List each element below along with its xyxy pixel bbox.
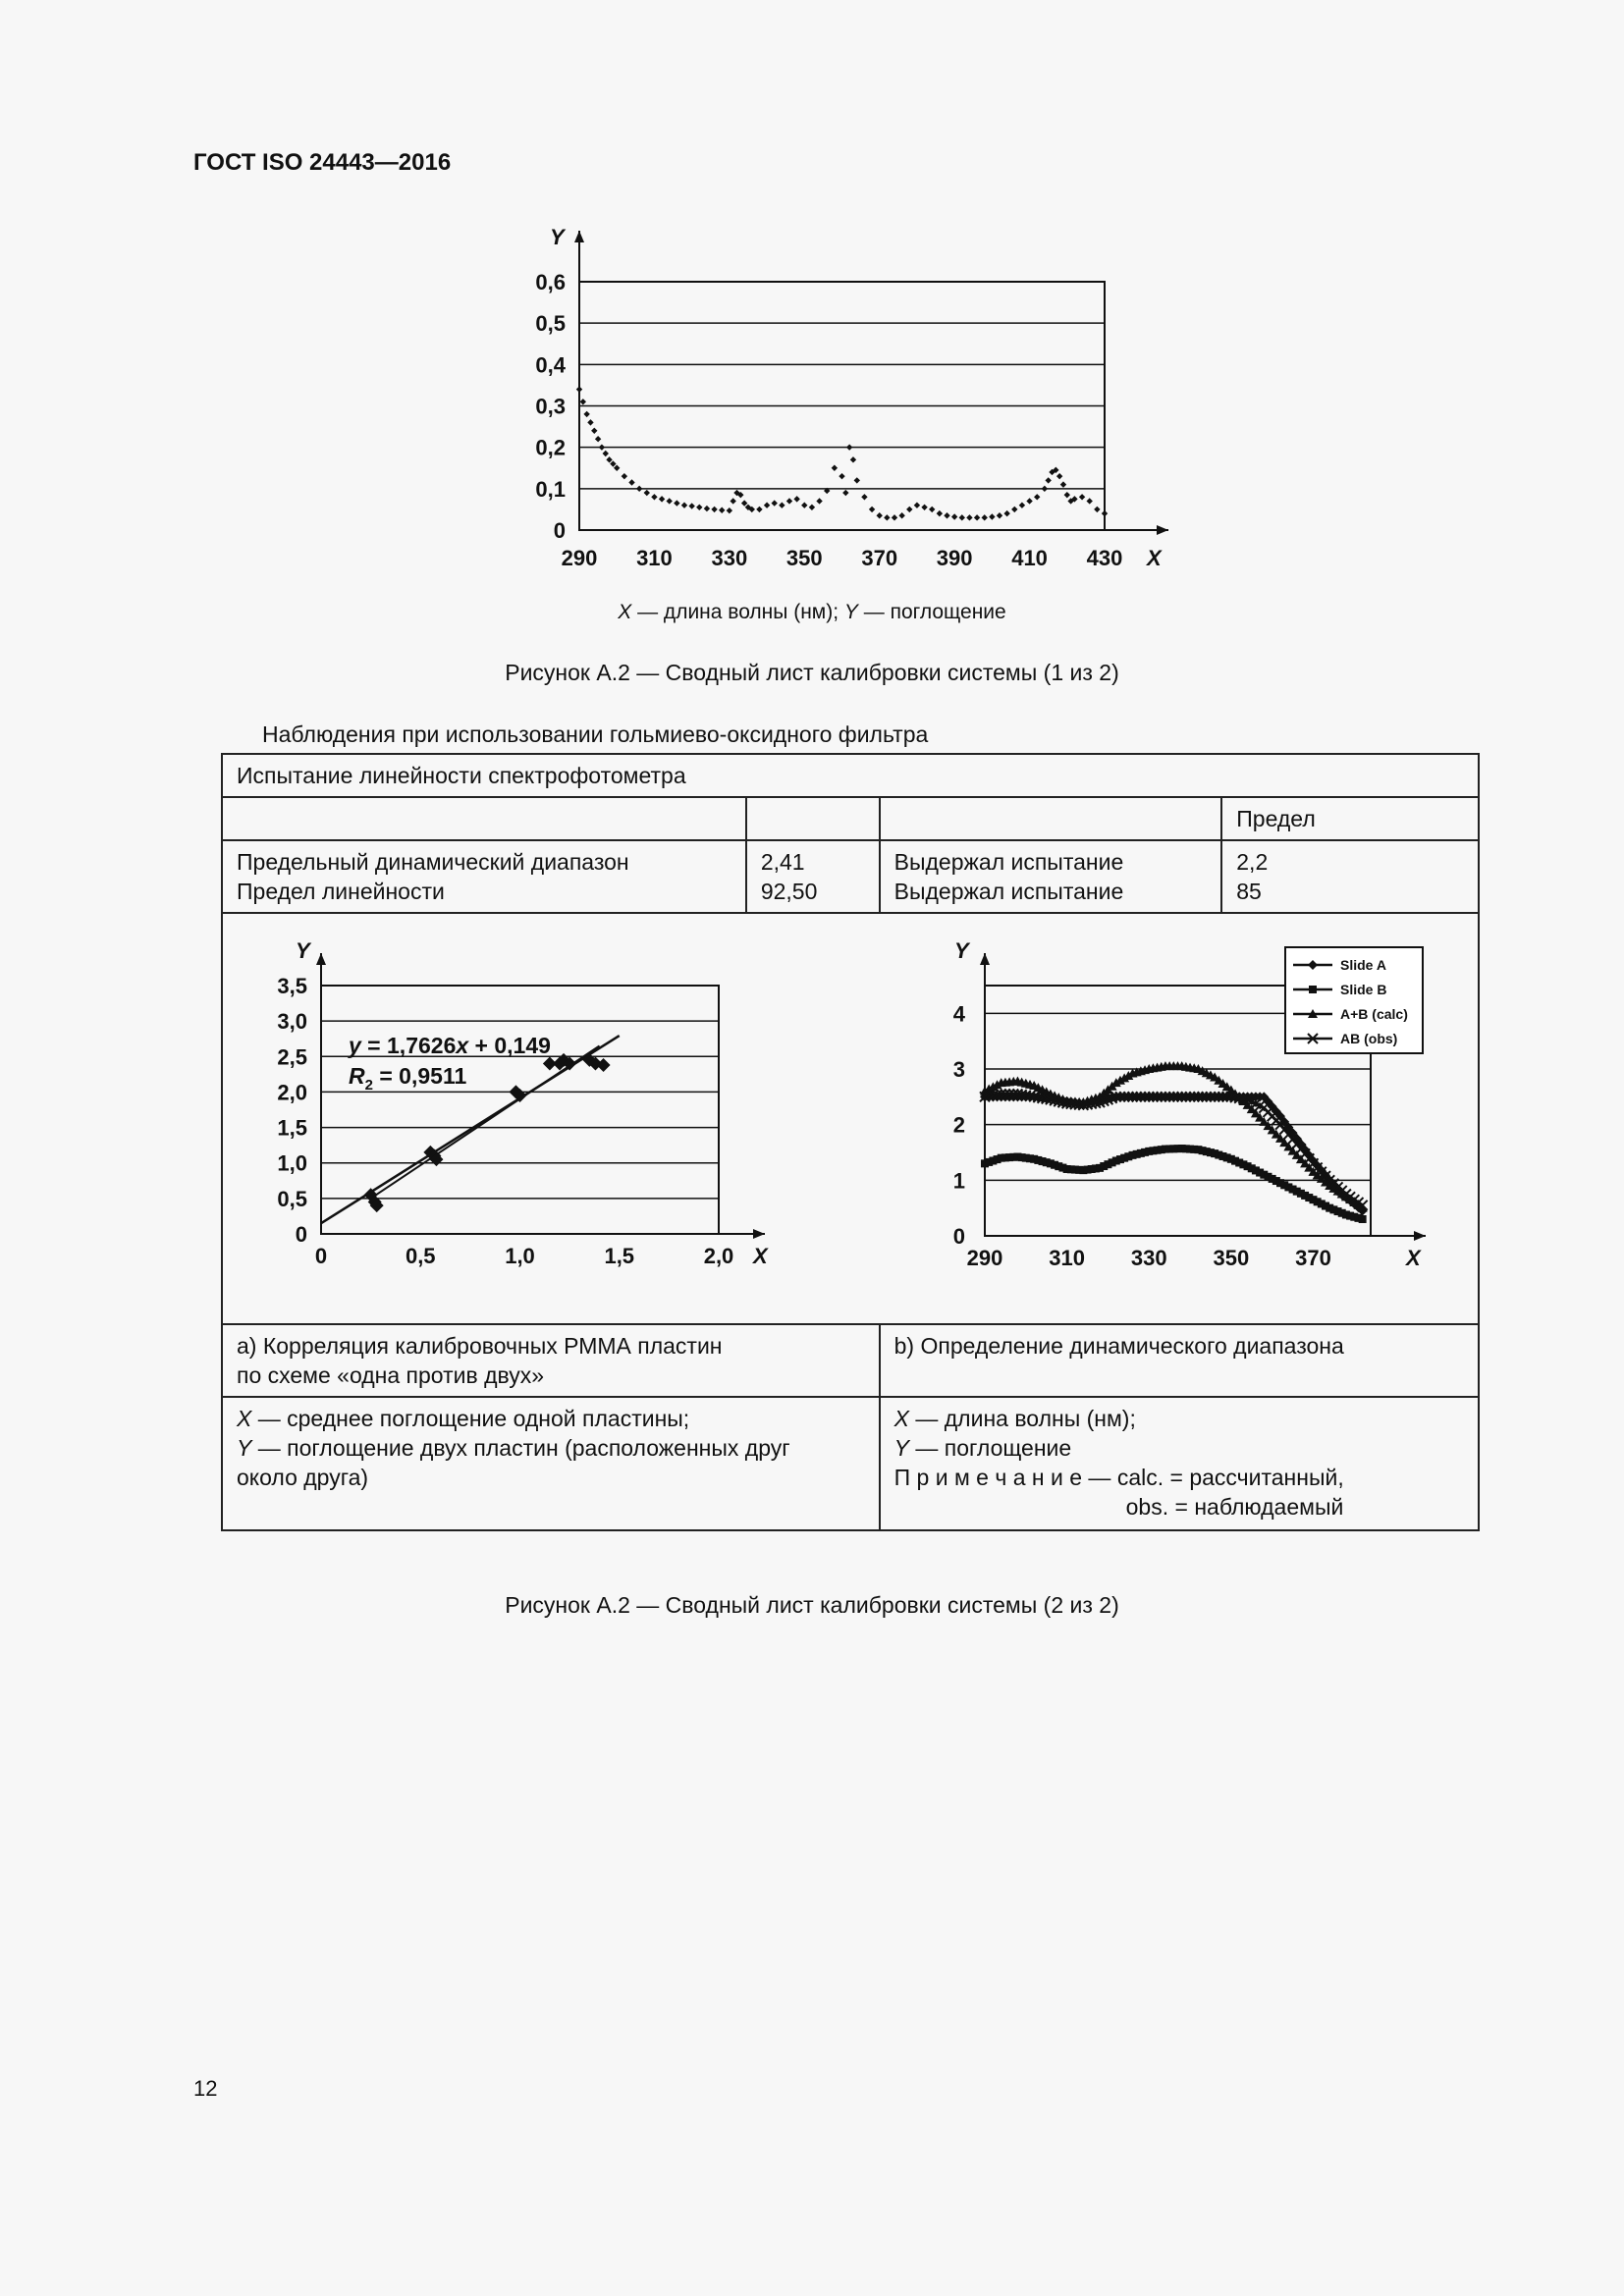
x-axis-arrow <box>753 1229 765 1239</box>
observations-title: Наблюдения при использовании гольмиево-оксидного фильтра <box>262 721 929 747</box>
data-point <box>704 506 710 511</box>
r2-sub: 2 <box>364 1077 373 1094</box>
data-point <box>599 444 605 450</box>
data-point <box>719 507 725 513</box>
y-tick-label: 0,5 <box>277 1186 307 1211</box>
row-limits <box>1221 840 1479 913</box>
row-result: Выдержал испытание <box>893 879 1124 904</box>
data-point <box>944 512 949 518</box>
legend-b-cell: X — длина волны (нм); Y — поглощение П р и м е ч а н и е — calc. = рассчитанный, obs. = наблюдаемый <box>880 1397 1479 1530</box>
data-point <box>884 514 890 520</box>
data-point <box>674 500 679 506</box>
data-point <box>989 513 995 519</box>
data-point <box>816 498 822 504</box>
data-point <box>595 436 601 442</box>
x-tick-label: 310 <box>1049 1246 1085 1270</box>
legend-marker <box>1309 986 1317 993</box>
y-tick-label: 1 <box>952 1168 965 1194</box>
caption-b-cell: b) Определение динамического диапазона <box>880 1324 1479 1397</box>
y-tick-label: 1,5 <box>277 1115 307 1141</box>
data-point <box>1034 494 1040 500</box>
data-point <box>959 514 965 520</box>
data-point <box>1079 494 1085 500</box>
x-axis-label: X <box>1147 546 1162 570</box>
x-tick-label: 410 <box>1011 546 1048 570</box>
data-point <box>937 510 943 516</box>
x-axis-arrow <box>1414 1231 1426 1241</box>
row-results <box>880 840 1222 913</box>
legend-a-cell <box>222 1397 880 1530</box>
row-limit: 85 <box>1236 879 1262 904</box>
data-point <box>622 473 627 479</box>
data-point <box>982 514 988 520</box>
x-tick-label: 370 <box>861 546 898 570</box>
data-point <box>951 513 957 519</box>
caption-a-line: а) Корреляция калибровочных РММА пластин <box>237 1333 723 1359</box>
data-point <box>651 494 657 500</box>
x-tick-label: 2,0 <box>703 1244 734 1268</box>
data-point <box>628 479 634 485</box>
x-tick-label: 290 <box>561 546 598 570</box>
header-empty-3 <box>880 797 1222 840</box>
data-point <box>711 507 717 512</box>
data-point <box>966 514 972 520</box>
figure1-axis-legend <box>0 601 1624 624</box>
charts-svg <box>223 914 1478 1316</box>
linearity-test-table <box>221 753 1480 1531</box>
legend-label: Slide B <box>1340 982 1387 997</box>
data-point <box>1042 486 1048 492</box>
x-tick-label: 330 <box>1130 1246 1167 1270</box>
row-label: Предельный динамический диапазон <box>237 849 629 875</box>
eq-x: x <box>456 1033 469 1058</box>
y-axis-label: Y <box>550 225 565 249</box>
row-labels <box>222 840 746 913</box>
y-tick-label: 1,0 <box>277 1150 307 1176</box>
data-point <box>644 490 650 496</box>
data-point <box>1003 510 1009 516</box>
data-point <box>801 503 807 508</box>
note-label: П р и м е ч а н и е <box>893 1465 1083 1490</box>
legend-label: Slide A <box>1340 957 1386 973</box>
r2-label: R <box>349 1063 365 1089</box>
data-point <box>929 507 935 512</box>
data-point <box>756 507 762 512</box>
data-point <box>591 428 597 434</box>
data-point <box>854 477 860 483</box>
y-axis-arrow <box>574 231 584 242</box>
x-tick-label: 390 <box>936 546 973 570</box>
row-result: Выдержал испытание <box>893 849 1124 875</box>
x-tick-label: 310 <box>636 546 673 570</box>
data-point <box>832 465 838 471</box>
y-letter: Y <box>843 601 858 623</box>
data-point <box>1087 498 1093 504</box>
x-tick-label: 330 <box>711 546 748 570</box>
data-point <box>892 514 897 520</box>
data-point <box>842 490 848 496</box>
y-axis-arrow <box>980 953 990 965</box>
x-tick-label: 430 <box>1086 546 1123 570</box>
eq-rest: = 1,7626 <box>360 1033 457 1058</box>
data-point <box>772 500 778 506</box>
y-axis-label: Y <box>954 938 969 963</box>
legend-label: AB (obs) <box>1340 1031 1398 1046</box>
y-tick-label: 0,6 <box>535 270 566 294</box>
data-point <box>667 498 673 504</box>
y-tick-label: 0 <box>553 518 566 543</box>
y-tick-label: 0,5 <box>535 311 566 337</box>
data-point <box>587 419 593 425</box>
data-point <box>606 456 612 462</box>
data-point <box>997 512 1002 518</box>
data-point <box>636 486 642 492</box>
series-marker <box>1359 1215 1367 1223</box>
y-tick-label: 2 <box>952 1112 965 1138</box>
y-tick-label: 3,0 <box>277 1009 307 1035</box>
data-point <box>914 503 920 508</box>
r2-value: = 0,9511 <box>372 1063 467 1089</box>
data-point <box>741 500 747 506</box>
eq-y: y <box>349 1033 361 1058</box>
data-point <box>583 411 589 417</box>
x-axis-arrow <box>1157 525 1168 535</box>
data-point <box>1056 473 1062 479</box>
trend-equation <box>348 1033 551 1058</box>
y-tick-label: 3 <box>952 1057 965 1082</box>
document-header: ГОСТ ISO 24443—2016 <box>193 149 452 176</box>
x-letter: X <box>618 601 632 623</box>
data-point <box>614 465 620 471</box>
data-point <box>869 507 875 512</box>
figure2-caption: Рисунок А.2 — Сводный лист калибровки системы (2 из 2) <box>505 1592 1119 1618</box>
x-axis-label: X <box>1406 1246 1421 1270</box>
x-tick-label: 0 <box>314 1244 328 1268</box>
table-title: Испытание линейности спектрофотометра <box>222 754 1479 797</box>
data-point <box>1060 481 1066 487</box>
data-point <box>1102 510 1108 516</box>
data-point <box>576 386 582 392</box>
data-point <box>898 512 904 518</box>
data-point <box>1094 507 1100 512</box>
y-tick-label: 0,1 <box>535 476 566 502</box>
legend-a-line: около друга) <box>237 1465 369 1490</box>
absorbance-spectrum-chart <box>511 221 1198 594</box>
data-point <box>603 451 609 456</box>
legend-label: A+B (calc) <box>1340 1006 1408 1022</box>
data-point <box>786 498 792 504</box>
row-value: 2,41 <box>760 849 805 875</box>
data-point <box>846 444 852 450</box>
y-description: — поглощение <box>857 601 1006 623</box>
y-tick-label: 3,5 <box>277 974 307 998</box>
y-tick-label: 0,2 <box>535 435 566 460</box>
y-axis-arrow <box>316 953 326 965</box>
caption-a-line: по схеме «одна против двух» <box>237 1362 544 1388</box>
data-point <box>809 505 815 510</box>
header-limit: Предел <box>1221 797 1479 840</box>
row-label: Предел линейности <box>237 879 445 904</box>
data-point <box>877 512 883 518</box>
header-empty-2 <box>746 797 880 840</box>
page-number: 12 <box>193 2076 218 2101</box>
data-point <box>906 507 912 512</box>
x-tick-label: 370 <box>1295 1246 1331 1270</box>
row-values <box>746 840 880 913</box>
eq-tail: + 0,149 <box>468 1033 551 1058</box>
data-point <box>1045 477 1051 483</box>
x-axis-label: X <box>753 1244 768 1268</box>
y-tick-label: 0,3 <box>535 394 566 419</box>
data-point <box>1019 503 1025 508</box>
data-point <box>974 514 980 520</box>
y-tick-label: 0,4 <box>535 352 566 378</box>
data-point <box>1026 498 1032 504</box>
data-point <box>1011 507 1017 512</box>
data-point <box>839 473 844 479</box>
data-point <box>580 399 586 404</box>
charts-cell <box>222 913 1479 1324</box>
r-squared <box>349 1063 466 1094</box>
y-tick-label: 2,5 <box>277 1044 307 1070</box>
data-point <box>850 456 856 462</box>
data-point <box>610 460 616 466</box>
row-limit: 2,2 <box>1236 849 1269 875</box>
data-point <box>861 494 867 500</box>
x-description: — длина волны (нм); <box>631 601 844 623</box>
data-point <box>659 496 665 502</box>
y-tick-label: 4 <box>952 1001 965 1027</box>
data-point <box>921 505 927 510</box>
data-point <box>730 498 735 504</box>
y-axis-label: Y <box>296 938 310 963</box>
caption-a-cell <box>222 1324 880 1397</box>
legend-a-line: Y — поглощение двух пластин (расположенных друг <box>237 1435 790 1461</box>
plot-frame <box>321 986 719 1234</box>
x-tick-label: 290 <box>966 1246 1003 1270</box>
data-point <box>764 503 770 508</box>
data-point <box>696 505 702 510</box>
data-point <box>688 503 694 508</box>
data-point <box>681 503 687 508</box>
y-tick-label: 2,0 <box>277 1080 307 1105</box>
x-tick-label: 0,5 <box>405 1244 436 1268</box>
x-tick-label: 1,5 <box>604 1244 635 1268</box>
x-tick-label: 350 <box>1213 1246 1250 1270</box>
legend-a-line: X — среднее поглощение одной пластины; <box>237 1406 690 1431</box>
y-tick-label: 0 <box>295 1222 307 1247</box>
data-point <box>779 503 785 508</box>
y-tick-label: 0 <box>952 1224 965 1249</box>
data-point <box>727 507 732 513</box>
x-tick-label: 1,0 <box>505 1244 535 1268</box>
row-value: 92,50 <box>760 879 818 904</box>
data-point <box>1064 492 1070 498</box>
header-empty-1 <box>222 797 746 840</box>
data-point <box>793 496 799 502</box>
figure1-caption: Рисунок А.2 — Сводный лист калибровки системы (1 из 2) <box>505 660 1119 685</box>
x-tick-label: 350 <box>785 546 823 570</box>
